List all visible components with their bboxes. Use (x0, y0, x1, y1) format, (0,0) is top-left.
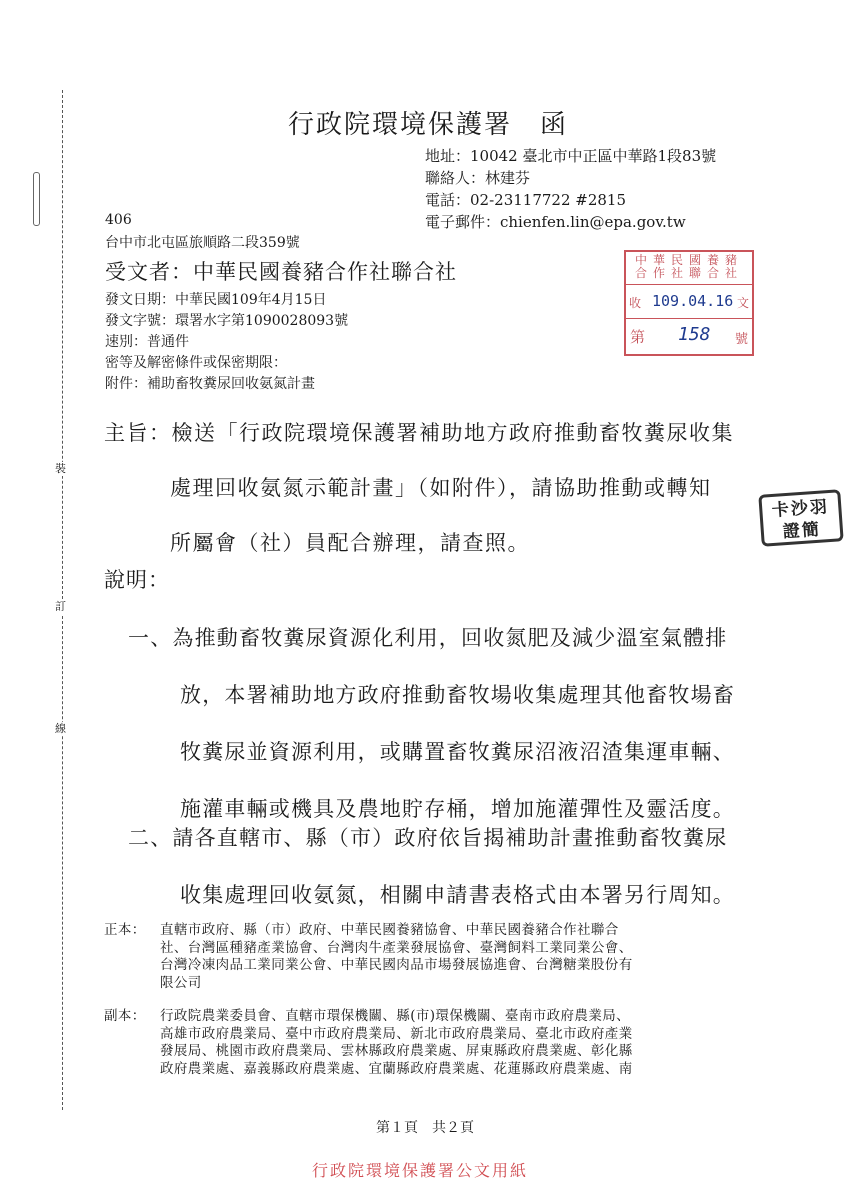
document-title: 行政院環境保護署 函 (288, 110, 569, 140)
issue-date: 發文日期：中華民國109年4月15日 (105, 292, 327, 308)
stamp-divider (626, 318, 752, 319)
official-seal (758, 489, 843, 547)
explanation-label: 說明： (104, 568, 170, 592)
main-recipients-line: 直轄市政府、縣（市）政府、中華民國養豬協會、中華民國養豬合作社聯合 (160, 922, 619, 938)
main-recipients-line: 社、台灣區種豬產業協會、台灣肉牛產業發展協會、臺灣飼料工業同業公會、 (160, 939, 633, 956)
main-recipients (104, 922, 764, 1002)
seal-line1: 卡沙羽 (771, 497, 830, 521)
page-number: 第１頁 共２頁 (376, 1120, 474, 1136)
explanation-item-2 (128, 810, 735, 924)
attachment: 附件：補助畜牧糞尿回收氨氮計畫 (105, 376, 315, 392)
sender-email: 電子郵件：chienfen.lin@epa.gov.tw (425, 213, 686, 231)
item-line: 施灌車輛或機具及農地貯存桶，增加施灌彈性及靈活度。 (180, 797, 735, 821)
received-stamp (624, 250, 754, 356)
margin-mark-bind: 裝 (55, 462, 66, 475)
copy-recipients-line: 發展局、桃園市政府農業局、雲林縣政府農業處、屏東縣政府農業處、彰化縣 (160, 1043, 633, 1059)
footer-letterhead: 行政院環境保護署公文用紙 (312, 1161, 529, 1180)
sender-address: 地址：10042 臺北市中正區中華路1段83號 (425, 147, 717, 165)
copy-recipients-line: 行政院農業委員會、直轄市環保機關、縣(市)環保機關、臺南市政府農業局、 (160, 1008, 631, 1024)
subject (104, 406, 734, 571)
margin-mark-line: 線 (55, 722, 66, 735)
staple-mark (33, 172, 40, 226)
item-line: 牧糞尿並資源利用，或購置畜牧糞尿沼液沼渣集運車輛、 (180, 740, 735, 764)
copy-recipients-line: 高雄市政府農業局、臺中市政府農業局、新北市政府農業局、臺北市政府產業 (160, 1025, 633, 1042)
sender-phone: 電話：02-23117722 #2815 (425, 191, 627, 209)
document-meta (105, 290, 348, 395)
copy-recipients-list (160, 1008, 633, 1078)
stamp-org-line1: 中華民國養豬 (634, 253, 743, 267)
main-recipients-line: 台灣冷凍肉品工業同業公會、中華民國肉品市場發展協進會、台灣糖業股份有 (160, 957, 633, 973)
stamp-org (626, 254, 752, 280)
security-level: 密等及解密條件或保密期限： (105, 355, 287, 371)
subject-line2: 處理回收氨氮示範計畫」（如附件），請協助推動或轉知 (170, 476, 712, 500)
seal-line2: 證簡 (782, 519, 822, 543)
copy-recipients-label: 副本： (104, 1008, 146, 1024)
item-first-line: 二、請各直轄市、縣（市）政府依旨揭補助計畫推動畜牧糞尿 (128, 826, 728, 850)
recipient-zip: 406 (105, 212, 132, 228)
copy-recipients (104, 1008, 764, 1088)
subject-line1: 主旨：檢送「行政院環境保護署補助地方政府推動畜牧糞尿收集 (104, 421, 734, 445)
document-number: 發文字號：環署水字第1090028093號 (105, 313, 349, 329)
item-line: 收集處理回收氨氮，相關申請書表格式由本署另行周知。 (180, 883, 735, 907)
explanation-item-1 (128, 610, 735, 838)
margin-mark-staple: 訂 (55, 600, 66, 613)
subject-line3: 所屬會（社）員配合辦理，請查照。 (170, 531, 530, 555)
stamp-no-prefix: 第 (630, 328, 646, 346)
stamp-right-char: 文 (736, 296, 749, 310)
item-line: 放，本署補助地方政府推動畜牧場收集處理其他畜牧場畜 (180, 683, 735, 707)
stamp-number: 158 (678, 324, 711, 345)
stamp-date: 109.04.16 (652, 292, 734, 310)
recipient: 受文者：中華民國養豬合作社聯合社 (105, 260, 457, 284)
recipient-address: 台中市北屯區旅順路二段359號 (105, 235, 300, 251)
copy-recipients-line: 政府農業處、嘉義縣政府農業處、宜蘭縣政府農業處、花蓮縣政府農業處、南 (160, 1060, 633, 1077)
main-recipients-list (160, 922, 633, 992)
sender-contact: 聯絡人：林建芬 (425, 169, 531, 187)
main-recipients-label: 正本： (104, 922, 146, 938)
sender-info (425, 145, 716, 233)
stamp-divider (626, 284, 752, 285)
main-recipients-line: 限公司 (160, 974, 202, 991)
delivery-speed: 速別：普通件 (105, 334, 189, 350)
stamp-no-suffix: 號 (734, 332, 748, 347)
item-first-line: 一、為推動畜牧糞尿資源化利用，回收氮肥及減少溫室氣體排 (128, 626, 728, 650)
stamp-org-line2: 合作社聯合社 (634, 266, 743, 280)
stamp-left-char: 收 (629, 296, 642, 310)
